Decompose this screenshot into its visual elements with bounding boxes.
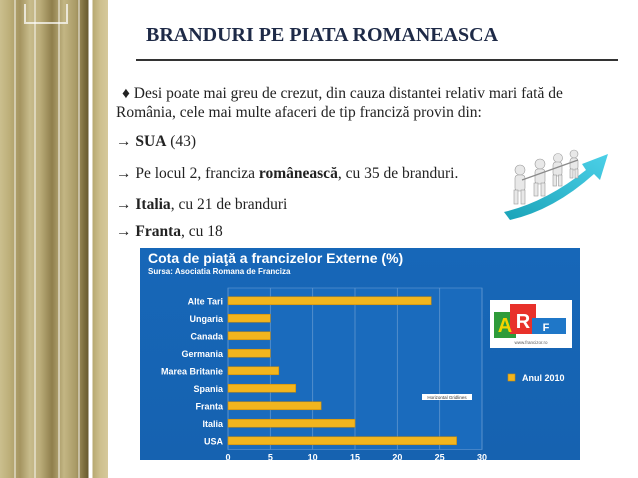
x-tick-label: 15: [349, 452, 361, 460]
body-text-segment: →: [116, 196, 136, 213]
teamwork-arrow-illustration: [486, 140, 618, 220]
body-line-5: [116, 195, 287, 214]
body-text-segment: →: [116, 223, 136, 240]
bar: [228, 297, 431, 305]
category-label: Marea Britanie: [160, 366, 223, 377]
body-line-3: [116, 132, 196, 151]
decorative-sidebar: [0, 0, 108, 478]
body-text-segment: , cu 18: [181, 223, 223, 240]
x-tick-label: 20: [392, 452, 403, 460]
x-tick-label: 10: [307, 452, 318, 460]
body-text-segment: → Pe locul 2, franciza: [116, 165, 259, 182]
logo-letter: F: [542, 322, 550, 334]
body-text-segment: România, cele mai multe afaceri de tip franciză provin din:: [116, 104, 482, 121]
chart-title: Cota de piaţă a francizelor Externe (%): [148, 250, 404, 266]
highlight-text: Italia: [135, 196, 171, 213]
body-text-segment: →: [116, 133, 136, 150]
category-label: Italia: [202, 418, 223, 429]
x-tick-label: 25: [434, 452, 445, 460]
bar: [228, 402, 321, 410]
slide-title: BRANDURI PE PIATA ROMANEASCA: [146, 24, 499, 46]
x-tick-label: 30: [476, 452, 488, 460]
market-share-chart: [140, 248, 580, 460]
bar: [228, 384, 296, 392]
body-text-segment: , cu 21 de branduri: [170, 196, 288, 213]
bar: [228, 332, 270, 340]
highlight-text: SUA: [135, 133, 167, 150]
highlight-text: Franta: [135, 223, 182, 240]
logo-letter: A: [497, 315, 513, 337]
category-label: Spania: [193, 383, 223, 394]
logo-url: www.francizor.ro: [514, 340, 548, 345]
body-text-segment: , cu 35 de branduri.: [337, 165, 459, 182]
bar-chart-plot: [140, 248, 580, 460]
legend-swatch: [508, 374, 515, 381]
category-label: Germania: [181, 348, 223, 359]
highlight-text: românească: [258, 165, 338, 182]
category-label: Franta: [195, 401, 223, 412]
bar: [228, 437, 457, 445]
body-text-segment: ♦ Desi poate mai greu de crezut, din cauza distantei relativ mari fată de: [122, 85, 563, 102]
body-line-4: [116, 164, 458, 183]
category-label: USA: [203, 436, 223, 447]
category-label: Canada: [190, 331, 223, 342]
body-line-1: [122, 84, 563, 103]
note-text: Horizontal Gridlines: [427, 395, 467, 400]
chart-subtitle: Sursa: Asociatia Romana de Franciza: [148, 267, 291, 276]
legend-label: Anul 2010: [522, 373, 565, 383]
bar: [228, 419, 355, 427]
x-tick-label: 0: [225, 452, 231, 460]
bar: [228, 349, 270, 357]
logo-letter: R: [515, 311, 531, 333]
category-label: Ungaria: [189, 313, 223, 324]
title-underline: [136, 59, 618, 61]
body-line-6: [116, 222, 223, 241]
bar: [228, 367, 279, 375]
body-text-segment: (43): [166, 133, 197, 150]
bar: [228, 314, 270, 322]
x-tick-label: 5: [267, 452, 273, 460]
category-label: Alte Tari: [187, 296, 223, 307]
body-line-2: [116, 103, 482, 122]
